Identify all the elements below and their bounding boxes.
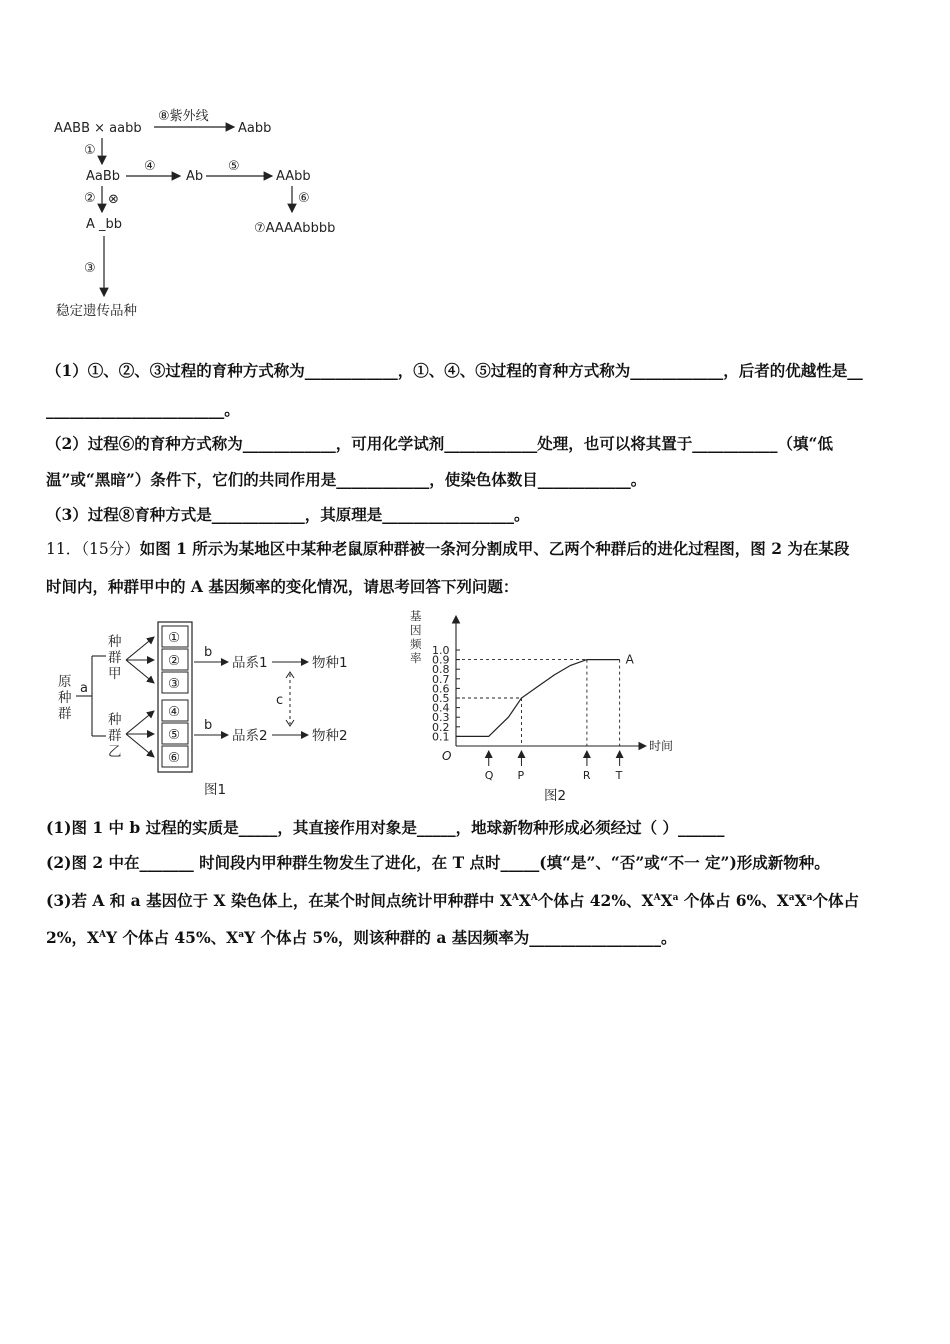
y-tick-label-3: 0.3 — [432, 711, 450, 725]
pop-yi-char-2: 群 — [108, 728, 122, 744]
x-marker-label-P: P — [517, 769, 525, 782]
species1-label: 物种1 — [312, 655, 348, 671]
pop-jia-char-1: 种 — [108, 634, 122, 650]
step2-label: ② — [84, 191, 96, 206]
step5-label: ⑤ — [228, 159, 240, 174]
q11-stem-line2: 时间内，种群甲中的 A 基因频率的变化情况，请思考回答下列问题： — [46, 577, 519, 596]
self-cross-icon: ⊗ — [108, 192, 119, 207]
y-tick-label-9: 0.9 — [432, 653, 450, 667]
y-tick-label-5: 0.5 — [432, 692, 450, 705]
box-5: ⑤ — [168, 727, 181, 743]
figure2-caption: 图2 — [544, 788, 567, 804]
q11-stem-line1 — [46, 539, 849, 559]
b-label-top: b — [204, 645, 213, 660]
cross-label: AABB × aabb — [54, 121, 142, 136]
ylabel-char-3: 频 — [410, 637, 422, 651]
q10-line1: （1）①、②、③过程的育种方式称为____________，①、④、⑤过程的育种方式称为____________，后者的优越性是__ — [46, 361, 863, 380]
uv-label: ⑧紫外线 — [158, 109, 209, 124]
q11-sub3-line1: (3)若 A 和 a 基因位于 X 染色体上，在某个时间点统计甲种群中 $X^AX^A$个体占 42%、$X^AX^a$ 个体占 6%、$X^aX^a$个体占 — [46, 891, 860, 910]
y-tick-label-4: 0.4 — [432, 701, 450, 715]
box-1: ① — [168, 630, 181, 646]
ylabel-char-1: 基 — [410, 609, 422, 623]
strain1-label: 品系1 — [232, 655, 268, 671]
a-label: a — [80, 681, 88, 696]
b-label-bottom: b — [204, 718, 213, 733]
pop-jia-char-3: 甲 — [108, 666, 122, 682]
pop-jia-char-2: 群 — [108, 650, 122, 666]
q11-sub2: (2)图 2 中在_______ 时间段内甲种群生物发生了进化，在 T 点时_____(填“是”、“否”或“不一 定”)形成新物种。 — [46, 853, 830, 872]
q10-line5: （3）过程⑧育种方式是____________，其原理是_________________。 — [46, 505, 530, 524]
f1-label: AaBb — [86, 169, 121, 184]
figure1-speciation — [50, 620, 380, 805]
q11-score: （15分） — [81, 540, 140, 558]
tetraploid-label: ⑦AAAAbbbb — [254, 221, 336, 236]
y-tick-label-10: 1.0 — [432, 644, 450, 657]
q11-number: 11． — [46, 540, 82, 558]
figure2-chart — [400, 606, 700, 806]
y-tick-label-7: 0.7 — [432, 672, 450, 686]
x-marker-label-R: R — [582, 769, 591, 782]
haploid-label: Ab — [186, 169, 204, 184]
step4-label: ④ — [144, 159, 156, 174]
q10-line2: _______________________。 — [46, 400, 240, 419]
x-marker-label-T: T — [615, 769, 623, 782]
y-tick-label-2: 0.2 — [432, 720, 450, 734]
figure1-caption: 图1 — [204, 782, 227, 798]
doubled-label: AAbb — [276, 169, 311, 184]
origin-char-1: 原 — [58, 674, 72, 690]
breeding-diagram — [40, 100, 360, 330]
origin-char-3: 群 — [58, 706, 72, 722]
box-6: ⑥ — [168, 750, 181, 766]
q10-line4: 温”或“黑暗”）条件下，它们的共同作用是____________，使染色体数目____________。 — [46, 470, 647, 489]
q11-sub1: (1)图 1 中 b 过程的实质是_____，其直接作用对象是_____，地球新物种形成必须经过（ ）______ — [46, 818, 725, 837]
c-label: c — [276, 693, 284, 708]
f2-label: A _bb — [86, 217, 123, 232]
ylabel-char-4: 率 — [410, 651, 422, 665]
origin-label: O — [442, 749, 452, 763]
uv-result: Aabb — [238, 121, 272, 136]
x-marker-label-Q: Q — [484, 769, 494, 782]
q11-stem-text1: 如图 1 所示为某地区中某种老鼠原种群被一条河分割成甲、乙两个种群后的进化过程图，图 2 为在某段 — [139, 539, 850, 558]
pop-yi-char-3: 乙 — [108, 744, 122, 760]
strain2-label: 品系2 — [232, 728, 268, 744]
step1-label: ① — [84, 143, 96, 158]
origin-char-2: 种 — [58, 690, 72, 706]
box-3: ③ — [168, 676, 181, 692]
y-tick-label-6: 0.6 — [432, 682, 450, 696]
box-4: ④ — [168, 704, 181, 720]
y-tick-label-8: 0.8 — [432, 663, 450, 677]
final-variety-label: 稳定遗传品种 — [56, 303, 137, 319]
q10-line3: （2）过程⑥的育种方式称为____________，可用化学试剂____________处理，也可以将其置于___________（填“低 — [46, 434, 833, 453]
ylabel-char-2: 因 — [410, 623, 422, 637]
box-2: ② — [168, 653, 181, 669]
step6-label: ⑥ — [298, 191, 310, 206]
series-A-label: A — [625, 652, 634, 667]
xlabel: 时间 — [649, 739, 674, 753]
q11-sub3-line2: 2%，$X^AY$ 个体占 45%、$X^aY$ 个体占 5%，则该种群的 a 基因频率为_________________。 — [46, 928, 677, 947]
step3-label: ③ — [84, 261, 96, 276]
pop-yi-char-1: 种 — [108, 712, 122, 728]
y-tick-label-1: 0.1 — [432, 730, 450, 744]
species2-label: 物种2 — [312, 728, 348, 744]
